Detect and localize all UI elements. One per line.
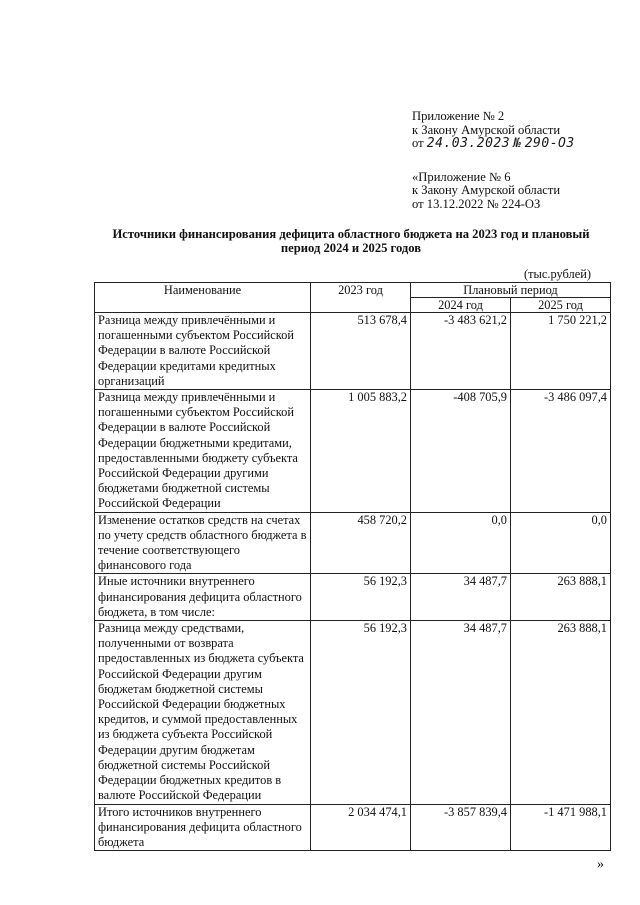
date-prefix: от	[412, 136, 424, 151]
row-value-2024: 0,0	[411, 512, 511, 574]
row-value-2024: 34 487,7	[411, 621, 511, 804]
row-name: Итого источников внутреннего финансирования дефицита областного бюджета	[95, 804, 311, 851]
table-row	[95, 512, 611, 574]
table-row	[95, 574, 611, 621]
row-name: Изменение остатков средств на счетах по учету средств областного бюджета в течение соответствующего финансового года	[95, 512, 311, 574]
original-law-date: от 13.12.2022 № 224-ОЗ	[412, 196, 541, 211]
row-value-2024: 34 487,7	[411, 574, 511, 621]
row-value-2025: -3 486 097,4	[511, 390, 611, 513]
original-appendix-number: «Приложение № 6	[412, 169, 511, 184]
budget-sources-table	[94, 282, 611, 851]
appendix-number: Приложение № 2	[412, 109, 505, 123]
row-value-2025: 0,0	[511, 512, 611, 574]
handwritten-date: 24.03.2023	[426, 136, 511, 152]
column-header-2023: 2023 год	[311, 283, 411, 313]
row-value-2023: 56 192,3	[311, 621, 411, 804]
row-value-2025: -1 471 988,1	[511, 804, 611, 851]
row-value-2023: 1 005 883,2	[311, 390, 411, 513]
original-law-reference: к Закону Амурской области	[412, 183, 561, 198]
appendix-date-line	[412, 137, 575, 151]
column-header-name: Наименование	[95, 283, 311, 313]
column-header-planned-period: Плановый период	[411, 283, 611, 298]
closing-quote: »	[597, 857, 604, 872]
row-value-2024: -408 705,9	[411, 390, 511, 513]
row-name: Разница между привлечёнными и погашенными субъектом Российской Федерации в валюте Российской Федерации бюджетными кредитами, предоставленными бюджету субъекта Российской Федерации другими бюджетами бюджетной системы Российской Федерации	[95, 390, 311, 513]
row-name: Разница между средствами, полученными от возврата предоставленных из бюджета субъекта Российской Федерации другим бюджетам бюджетной системы Российской Федерации бюджетных кредитов, и суммой предоставленных из бюджета субъекта Российской Федерации другим бюджетам бюджетной системы Российской Федерации бюджетных кредитов в валюте Российской Федерации	[95, 621, 311, 804]
row-value-2025: 263 888,1	[511, 574, 611, 621]
appendix-header	[412, 110, 575, 212]
row-value-2024: -3 483 621,2	[411, 313, 511, 390]
table-row	[95, 313, 611, 390]
row-name: Иные источники внутреннего финансирования дефицита областного бюджета, в том числе:	[95, 574, 311, 621]
row-value-2025: 1 750 221,2	[511, 313, 611, 390]
row-value-2025: 263 888,1	[511, 621, 611, 804]
number-sign: №	[513, 136, 522, 152]
column-header-2024: 2024 год	[411, 298, 511, 313]
table-row	[95, 621, 611, 804]
table-row	[95, 390, 611, 513]
row-value-2023: 513 678,4	[311, 313, 411, 390]
units-label: (тыс.рублей)	[524, 267, 591, 281]
appendix-law-reference: к Закону Амурской области	[412, 122, 561, 137]
row-value-2024: -3 857 839,4	[411, 804, 511, 851]
row-value-2023: 56 192,3	[311, 574, 411, 621]
document-title: Источники финансирования дефицита областного бюджета на 2023 год и плановый период 2024 и 2025 годов	[112, 227, 590, 255]
column-header-2025: 2025 год	[511, 298, 611, 313]
row-value-2023: 2 034 474,1	[311, 804, 411, 851]
table-row-total	[95, 804, 611, 851]
row-name: Разница между привлечёнными и погашенными субъектом Российской Федерации в валюте Российской Федерации кредитами кредитных организаций	[95, 313, 311, 390]
row-value-2023: 458 720,2	[311, 512, 411, 574]
handwritten-number: 290-ОЗ	[524, 136, 575, 152]
